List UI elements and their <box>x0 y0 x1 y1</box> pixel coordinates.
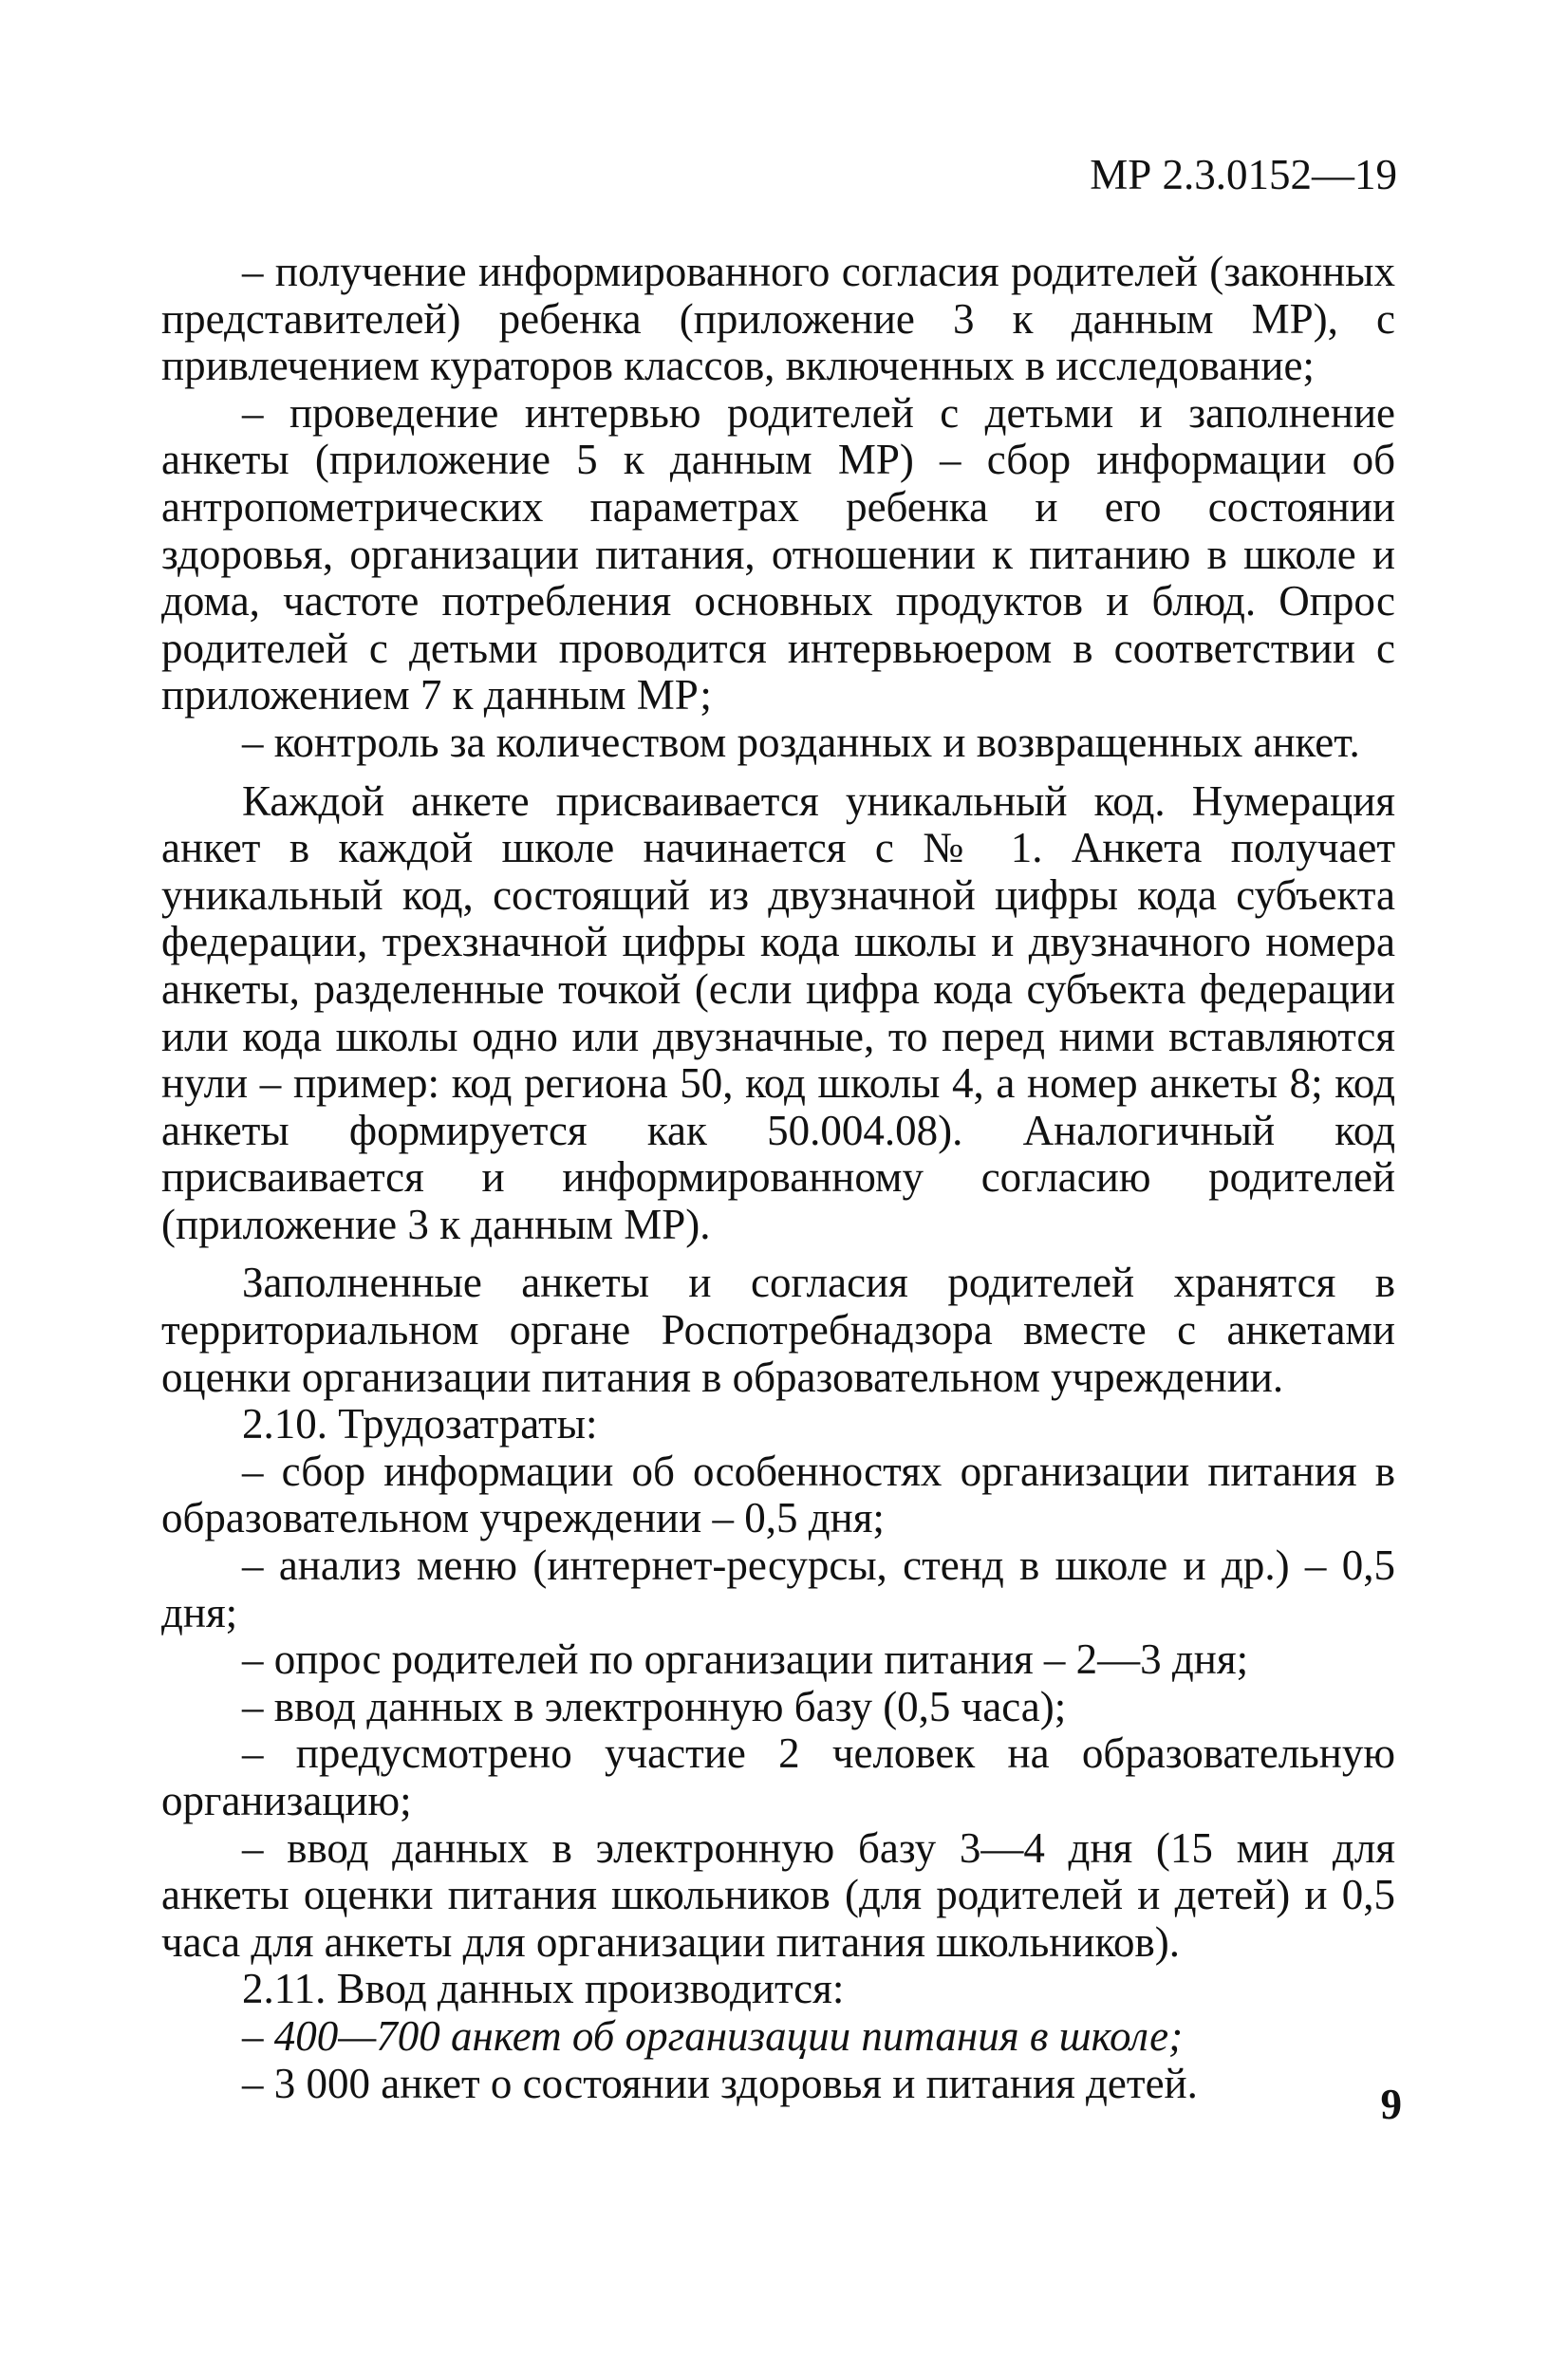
list-dash: – <box>242 2011 274 2060</box>
page-number: 9 <box>1380 2081 1402 2128</box>
labor-item-parent-survey: – опрос родителей по организации питания – 2—3 дня; <box>242 1635 1249 1684</box>
labor-item-data-entry: – ввод данных в электронную базу (0,5 часа); <box>242 1682 1067 1730</box>
document-code-header: МР 2.3.0152—19 <box>1090 151 1397 198</box>
data-entry-item-health-questionnaires: – 3 000 анкет о состоянии здоровья и питания детей. <box>242 2059 1198 2107</box>
paragraph-questionnaire-control: – контроль за количеством розданных и возвращенных анкет. <box>242 718 1360 766</box>
section-heading-2-10: 2.10. Трудозатраты: <box>242 1400 598 1448</box>
labor-item-data-entry-days: – ввод данных в электронную базу 3—4 дня (15 мин для анкеты оценки питания школьников (для родителей и детей) и 0,5 часа для анкеты для организации питания школьников). <box>161 1823 1395 1966</box>
section-heading-2-11: 2.11. Ввод данных производится: <box>242 1965 845 2013</box>
labor-item-participants: – предусмотрено участие 2 человек на образовательную организацию; <box>161 1729 1395 1824</box>
paragraph-unique-code: Каждой анкете присваивается уникальный код. Нумерация анкет в каждой школе начинается с № 1. Анкета получает уникальный код, состоящий из двузначной цифры кода субъекта федерации, трехзначной цифры кода школы и двузначного номера анкеты, разделенные точкой (если цифра кода субъекта федерации или кода школы одно или двузначные, то перед ними вставляются нули – пример: код региона 50, код школы 4, а номер анкеты 8; код анкеты формируется как 50.004.08). Аналогичный код присваивается и информированному согласию родителей (приложение 3 к данным МР). <box>161 776 1395 1248</box>
paragraph-storage: Заполненные анкеты и согласия родителей хранятся в территориальном органе Роспотребнадзора вместе с анкетами оценки организации питания в образовательном учреждении. <box>161 1259 1395 1401</box>
italic-questionnaire-count: 400—700 анкет об организации питания в школе; <box>273 2011 1184 2060</box>
body-text <box>161 249 1395 2107</box>
data-entry-item-school-questionnaires <box>161 2013 1395 2061</box>
labor-item-menu-analysis: – анализ меню (интернет-ресурсы, стенд в школе и др.) – 0,5 дня; <box>161 1541 1395 1636</box>
labor-item-information: – сбор информации об особенностях организации питания в образовательном учреждении – 0,5 дня; <box>161 1447 1395 1542</box>
paragraph-informed-consent: – получение информированного согласия родителей (законных представителей) ребенка (приложение 3 к данным МР), с привлечением кураторов классов, включенных в исследование; <box>161 248 1395 390</box>
paragraph-interview: – проведение интервью родителей с детьми и заполнение анкеты (приложение 5 к данным МР) – сбор информации об антропометрических параметрах ребенка и его состоянии здоровья, организации питания, отношении к питанию в школе и дома, частоте потребления основных продуктов и блюд. Опрос родителей с детьми проводится интервьюером в соответствии с приложением 7 к данным МР; <box>161 388 1395 719</box>
